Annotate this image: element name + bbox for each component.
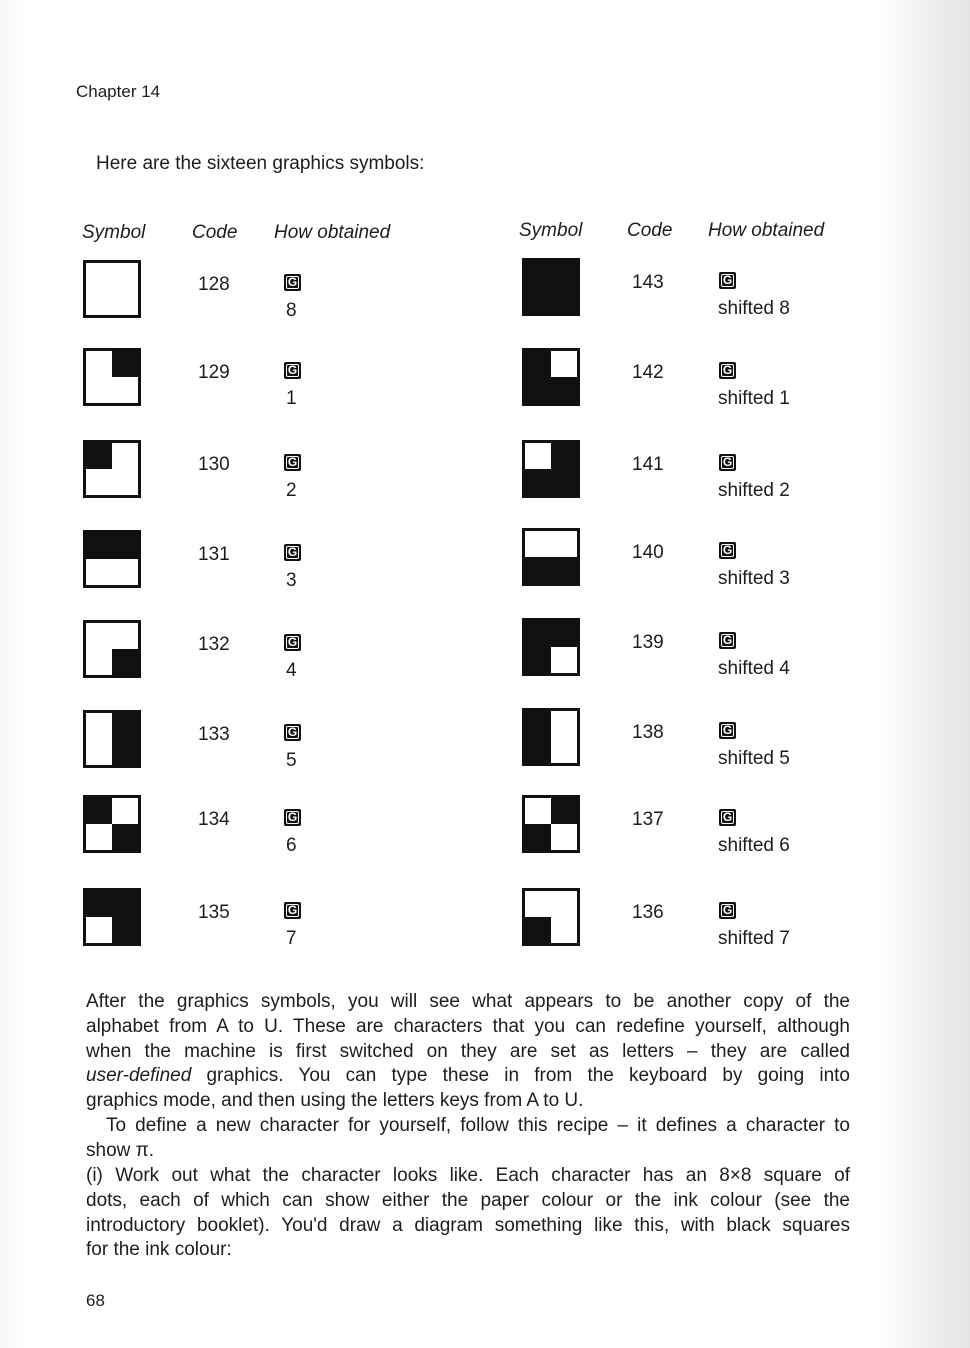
symbol-how-obtained: shifted 1	[718, 388, 790, 409]
col-header-code-right: Code	[627, 220, 673, 241]
graphics-symbol-142	[522, 348, 580, 406]
symbol-code: 137	[632, 809, 664, 830]
graphics-key-icon	[284, 274, 301, 291]
paragraph-user-defined	[86, 990, 850, 1114]
symbol-code: 136	[632, 902, 664, 923]
symbol-quadrant-tr	[551, 798, 577, 824]
symbol-quadrant-tl	[525, 261, 551, 287]
symbol-code: 133	[198, 724, 230, 745]
graphics-key-icon	[719, 542, 736, 559]
col-header-symbol-left: Symbol	[82, 222, 146, 243]
symbol-code: 129	[198, 362, 230, 383]
symbol-quadrant-br	[551, 287, 577, 313]
symbol-code: 141	[632, 454, 664, 475]
graphics-key-icon	[284, 544, 301, 561]
graphics-key-icon	[284, 902, 301, 919]
graphics-key-icon	[284, 634, 301, 651]
graphics-symbol-139	[522, 618, 580, 676]
symbol-code: 138	[632, 722, 664, 743]
graphics-key-icon	[719, 272, 736, 289]
col-header-how-right: How obtained	[708, 220, 825, 241]
graphics-key-icon	[719, 632, 736, 649]
symbol-quadrant-bl	[525, 557, 551, 583]
symbol-quadrant-tl	[86, 798, 112, 824]
symbol-code: 143	[632, 272, 664, 293]
symbol-quadrant-bl	[525, 737, 551, 763]
symbol-code: 132	[198, 634, 230, 655]
paragraph-line: To define a new character for yourself, follow this recipe – it defines a character to	[106, 1115, 850, 1136]
symbol-quadrant-tl	[86, 533, 112, 559]
symbol-quadrant-tr	[551, 443, 577, 469]
graphics-symbol-130	[83, 440, 141, 498]
symbol-how-obtained: shifted 3	[718, 568, 790, 589]
graphics-key-letter: G	[287, 725, 298, 739]
symbol-code: 128	[198, 274, 230, 295]
graphics-key-icon	[719, 362, 736, 379]
symbol-quadrant-br	[112, 739, 138, 765]
paragraph-line: graphics mode, and then using the letters keys from A to U.	[86, 1090, 584, 1112]
graphics-symbol-136	[522, 888, 580, 946]
symbol-how-obtained: 8	[286, 300, 297, 321]
graphics-key-icon	[719, 902, 736, 919]
paragraph-line: user-defined graphics. You can type these in from the keyboard by going into	[86, 1065, 850, 1087]
paragraph-line: show π.	[86, 1139, 155, 1161]
symbol-how-obtained: shifted 6	[718, 835, 790, 856]
symbol-code: 140	[632, 542, 664, 563]
symbol-code: 134	[198, 809, 230, 830]
symbol-how-obtained: 2	[286, 480, 297, 501]
symbol-quadrant-tr	[112, 351, 138, 377]
col-header-how-left: How obtained	[274, 222, 391, 243]
paragraph-line: dots, each of which can show either the paper colour or the ink colour (see the	[86, 1189, 850, 1211]
graphics-symbol-132	[83, 620, 141, 678]
symbol-quadrant-br	[551, 469, 577, 495]
symbol-how-obtained: 1	[286, 388, 297, 409]
symbol-quadrant-bl	[525, 824, 551, 850]
graphics-key-letter: G	[722, 543, 733, 557]
graphics-key-letter: G	[722, 723, 733, 737]
graphics-key-letter: G	[287, 275, 298, 289]
graphics-key-icon	[719, 809, 736, 826]
symbol-how-obtained: 6	[286, 835, 297, 856]
symbol-quadrant-bl	[525, 647, 551, 673]
symbol-how-obtained: shifted 2	[718, 480, 790, 501]
graphics-key-icon	[284, 724, 301, 741]
graphics-symbol-133	[83, 710, 141, 768]
graphics-symbol-135	[83, 888, 141, 946]
symbol-quadrant-tl	[86, 891, 112, 917]
graphics-key-letter: G	[287, 363, 298, 377]
symbol-code: 131	[198, 544, 230, 565]
graphics-key-icon	[719, 454, 736, 471]
symbol-quadrant-tr	[112, 533, 138, 559]
graphics-symbol-137	[522, 795, 580, 853]
symbol-quadrant-bl	[525, 377, 551, 403]
intro-text: Here are the sixteen graphics symbols:	[96, 153, 425, 174]
symbol-quadrant-bl	[525, 917, 551, 943]
graphics-key-letter: G	[722, 455, 733, 469]
symbol-code: 130	[198, 454, 230, 475]
graphics-key-letter: G	[287, 455, 298, 469]
symbol-how-obtained: shifted 7	[718, 928, 790, 949]
symbol-quadrant-tr	[551, 261, 577, 287]
graphics-key-letter: G	[722, 273, 733, 287]
symbol-how-obtained: 5	[286, 750, 297, 771]
graphics-key-icon	[284, 362, 301, 379]
symbol-quadrant-tl	[86, 443, 112, 469]
symbol-quadrant-tl	[525, 711, 551, 737]
paragraph-line: introductory booklet). You'd draw a diagram something like this, with black squares	[86, 1214, 850, 1236]
symbol-code: 139	[632, 632, 664, 653]
col-header-symbol-right: Symbol	[519, 220, 583, 241]
symbol-quadrant-tr	[551, 621, 577, 647]
graphics-key-letter: G	[287, 545, 298, 559]
symbol-code: 135	[198, 902, 230, 923]
symbol-quadrant-tr	[112, 713, 138, 739]
graphics-symbol-140	[522, 528, 580, 586]
paragraph-line: alphabet from A to U. These are characters that you can redefine yourself, although	[86, 1015, 850, 1037]
symbol-how-obtained: 7	[286, 928, 297, 949]
graphics-key-letter: G	[722, 903, 733, 917]
col-header-code-left: Code	[192, 222, 238, 243]
symbol-quadrant-br	[551, 557, 577, 583]
symbol-quadrant-bl	[525, 469, 551, 495]
graphics-symbol-141	[522, 440, 580, 498]
paragraph-line: when the machine is first switched on they are set as letters – they are called	[86, 1040, 850, 1062]
graphics-key-icon	[719, 722, 736, 739]
graphics-symbol-131	[83, 530, 141, 588]
paragraph-line: After the graphics symbols, you will see what appears to be another copy of the	[86, 991, 850, 1012]
symbol-quadrant-br	[112, 649, 138, 675]
symbol-quadrant-bl	[525, 287, 551, 313]
symbol-code: 142	[632, 362, 664, 383]
symbol-quadrant-br	[112, 824, 138, 850]
symbol-quadrant-br	[551, 377, 577, 403]
graphics-key-icon	[284, 454, 301, 471]
graphics-symbol-129	[83, 348, 141, 406]
graphics-key-letter: G	[287, 903, 298, 917]
graphics-key-letter: G	[722, 810, 733, 824]
paragraph-step-one	[86, 1164, 850, 1263]
symbol-quadrant-tl	[525, 351, 551, 377]
symbol-quadrant-tr	[112, 891, 138, 917]
symbol-how-obtained: shifted 5	[718, 748, 790, 769]
symbol-how-obtained: 4	[286, 660, 297, 681]
graphics-symbol-134	[83, 795, 141, 853]
graphics-symbol-138	[522, 708, 580, 766]
symbol-quadrant-br	[112, 917, 138, 943]
running-header: Chapter 14	[76, 82, 161, 101]
symbol-how-obtained: shifted 4	[718, 658, 790, 679]
graphics-symbol-128	[83, 260, 141, 318]
graphics-key-letter: G	[722, 363, 733, 377]
graphics-symbol-143	[522, 258, 580, 316]
paragraph-define-recipe	[86, 1114, 850, 1164]
graphics-key-letter: G	[287, 635, 298, 649]
paragraph-line: (i) Work out what the character looks like. Each character has an 8×8 square of	[86, 1165, 850, 1186]
graphics-key-letter: G	[722, 633, 733, 647]
symbol-how-obtained: shifted 8	[718, 298, 790, 319]
page-number: 68	[86, 1291, 105, 1310]
graphics-key-letter: G	[287, 810, 298, 824]
symbol-how-obtained: 3	[286, 570, 297, 591]
graphics-key-icon	[284, 809, 301, 826]
paragraph-line: for the ink colour:	[86, 1239, 232, 1261]
symbol-quadrant-tl	[525, 621, 551, 647]
